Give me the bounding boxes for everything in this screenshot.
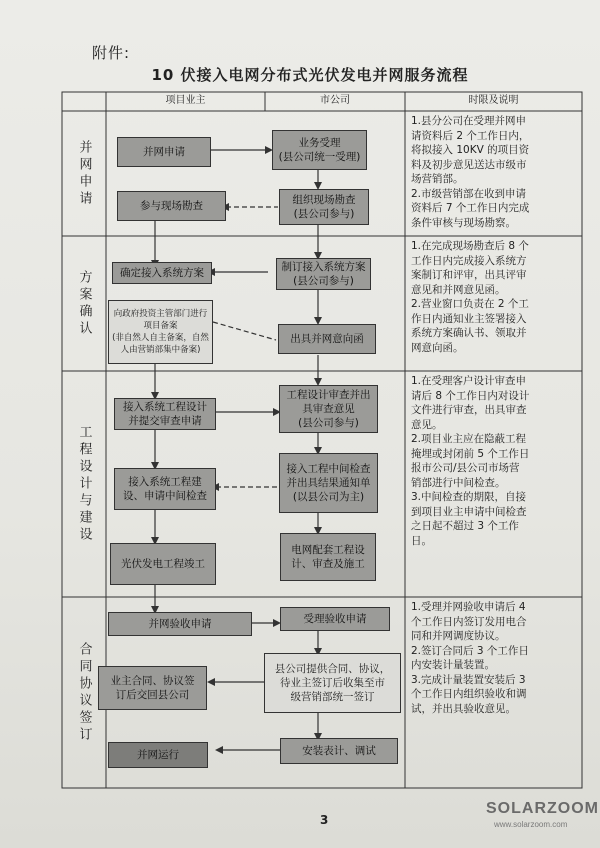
owner-box-grid-operation: 并网运行 bbox=[108, 742, 208, 768]
section-label-contract: 合同协议签订 bbox=[76, 641, 92, 744]
owner-box-construction: 接入系统工程建 设、申请中间检查 bbox=[114, 468, 216, 510]
note-application: 1.县分公司在受理并网申 请资料后 2 个工作日内， 将拟接入 10KV 的项目资 料及初步意见送达市级市 场营销部。 2.市级营销部在收到申请 资料后 7 个工作日内完成 条件审核与现场勘察。 bbox=[411, 115, 530, 229]
watermark-url: www.solarzoom.com bbox=[494, 820, 568, 829]
page-number: 3 bbox=[320, 813, 329, 827]
owner-box-grid-application: 并网申请 bbox=[117, 137, 211, 167]
section-label-plan-confirm: 方案确认 bbox=[76, 269, 92, 338]
watermark-logo: SOLARZOOM bbox=[486, 800, 599, 817]
company-box-midterm-check: 接入工程中间检查 并出具结果通知单 (以县公司为主) bbox=[279, 453, 378, 513]
owner-box-acceptance-application: 并网验收申请 bbox=[108, 612, 252, 636]
owner-box-filing: 向政府投资主管部门进行 项目备案 (非自然人自主备案，自然 人由营销部集中备案) bbox=[108, 300, 213, 364]
owner-box-design-review: 接入系统工程设计 并提交审查申请 bbox=[114, 398, 216, 430]
company-box-contract-signing: 县公司提供合同、协议， 待业主签订后收集至市 级营销部统一签订 bbox=[264, 653, 401, 713]
company-box-grid-support: 电网配套工程设 计、审查及施工 bbox=[280, 533, 376, 581]
owner-box-site-survey: 参与现场勘查 bbox=[117, 191, 226, 221]
company-box-intent-letter: 出具并网意向函 bbox=[278, 324, 376, 354]
owner-box-contract-return: 业主合同、协议签 订后交回县公司 bbox=[98, 666, 207, 710]
company-box-organize-survey: 组织现场勘查 (县公司参与) bbox=[279, 189, 369, 225]
page-title: 10 伏接入电网分布式光伏发电并网服务流程 bbox=[151, 66, 469, 84]
header-company: 市公司 bbox=[320, 95, 350, 106]
attachment-label: 附件: bbox=[92, 44, 131, 62]
header-notes: 时限及说明 bbox=[468, 95, 519, 106]
company-box-acceptance: 业务受理 (县公司统一受理) bbox=[272, 130, 367, 170]
note-design-build: 1.在受理客户设计审查申 请后 8 个工作日内对设计 文件进行审查，出具审查 意见。 2.项目业主应在隐蔽工程 掩埋或封闭前 5 个工作日 报市公司/县公司市场营 销部进行中间检查。 3.中间检查的期限，自接 到项目业主申请中间检查 之日起不超过 3 个工作 日。 bbox=[411, 375, 530, 547]
note-plan-confirm: 1.在完成现场勘查后 8 个 工作日内完成接入系统方 案制订和评审，出具评审 意见和并网意见函。 2.营业窗口负责在 2 个工 作日内通知业主签署接入 系统方案确认书、领取并 网意向函。 bbox=[411, 240, 529, 354]
section-label-application: 并网申请 bbox=[76, 139, 92, 208]
section-label-design-build: 工程设计与建设 bbox=[76, 424, 92, 544]
note-contract: 1.受理并网验收申请后 4 个工作日内签订发用电合 同和并网调度协议。 2.签订合同后 3 个工作日 内安装计量装置。 3.完成计量装置安装后 3 个工作日内组织验收和调 试，并出具验收意见。 bbox=[411, 601, 529, 715]
owner-box-confirm-plan: 确定接入系统方案 bbox=[112, 262, 212, 284]
company-box-design-review: 工程设计审查并出 具审查意见 (县公司参与) bbox=[279, 385, 378, 433]
owner-box-completion: 光伏发电工程竣工 bbox=[110, 543, 216, 585]
company-box-acceptance-handling: 受理验收申请 bbox=[280, 607, 390, 631]
company-box-plan-making: 制订接入系统方案 (县公司参与) bbox=[276, 258, 371, 290]
company-box-meter-install: 安装表计、调试 bbox=[280, 738, 398, 764]
header-owner: 项目业主 bbox=[165, 95, 206, 106]
